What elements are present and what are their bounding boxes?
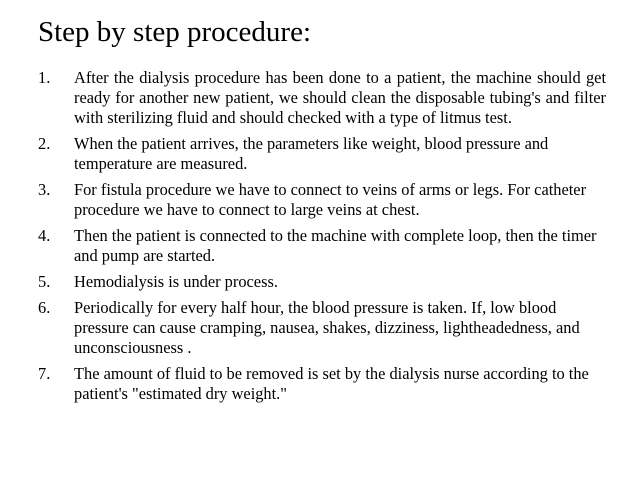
step-text: Periodically for every half hour, the blood pressure is taken. If, low blood pressure can cause cramping, nausea, shakes, dizziness, lightheadedness, and unconsciousness . bbox=[74, 298, 580, 357]
procedure-step-7 bbox=[38, 364, 606, 404]
procedure-step-2 bbox=[38, 134, 606, 174]
step-text: For fistula procedure we have to connect to veins of arms or legs. For catheter procedure we have to connect to large veins at chest. bbox=[74, 180, 587, 219]
step-text: Then the patient is connected to the machine with complete loop, then the timer and pump are started. bbox=[74, 226, 597, 265]
procedure-step-1 bbox=[38, 68, 606, 128]
procedure-step-4 bbox=[38, 226, 606, 266]
procedure-step-3 bbox=[38, 180, 606, 220]
procedure-step-6 bbox=[38, 298, 606, 358]
step-text: When the patient arrives, the parameters like weight, blood pressure and temperature are measured. bbox=[74, 134, 549, 173]
step-number: 5. bbox=[38, 272, 51, 291]
slide-title: Step by step procedure: bbox=[38, 16, 312, 48]
step-number: 6. bbox=[38, 298, 51, 317]
procedure-step-5 bbox=[38, 272, 606, 292]
step-text: The amount of fluid to be removed is set by the dialysis nurse according to the patient's "estimated dry weight." bbox=[74, 364, 589, 403]
step-number: 4. bbox=[38, 226, 51, 245]
step-text: After the dialysis procedure has been done to a patient, the machine should get ready for another new patient, we should clean the disposable tubing's and filter with sterilizing fluid and should checked with a type of litmus test. bbox=[74, 68, 606, 127]
procedure-step-list bbox=[38, 68, 606, 410]
step-text: Hemodialysis is under process. bbox=[74, 272, 278, 291]
step-number: 2. bbox=[38, 134, 51, 153]
step-number: 1. bbox=[38, 68, 51, 87]
step-number: 7. bbox=[38, 364, 51, 383]
step-number: 3. bbox=[38, 180, 51, 199]
